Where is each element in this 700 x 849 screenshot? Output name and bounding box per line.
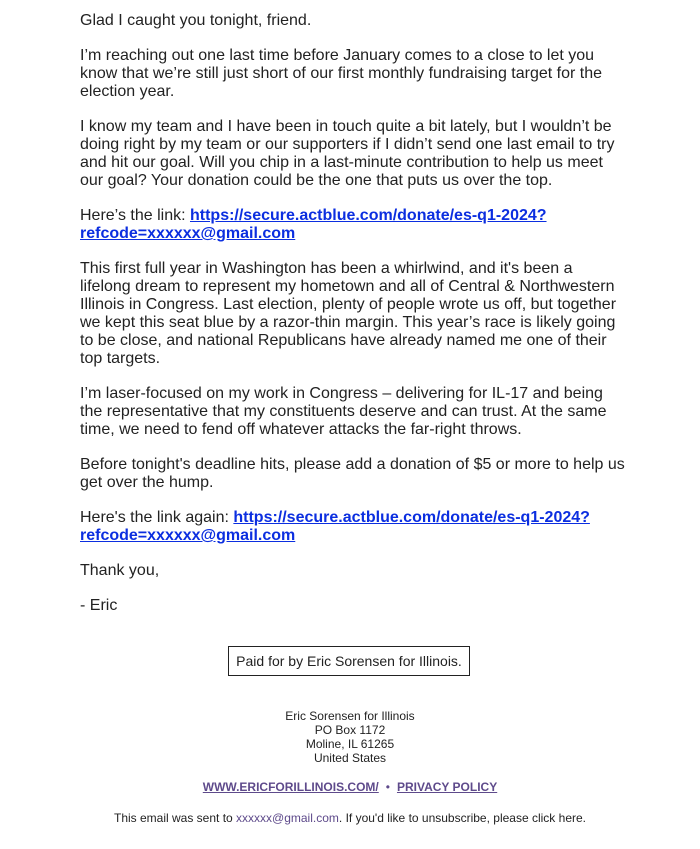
donate-link-again[interactable]: https://secure.actblue.com/donate/es-q1-2024?refcode=xxxxxx@gmail.com	[80, 509, 590, 544]
link-intro-label: Here’s the link:	[80, 207, 190, 224]
donate-link[interactable]: https://secure.actblue.com/donate/es-q1-2024?refcode=xxxxxx@gmail.com	[80, 207, 547, 242]
website-link[interactable]: WWW.ERICFORILLINOIS.COM/	[202, 780, 379, 794]
unsubscribe-notice	[0, 811, 700, 825]
address-country: United States	[313, 751, 387, 765]
mailing-address	[0, 709, 700, 765]
paragraph-goal: I know my team and I have been in touch quite a bit lately, but I wouldn’t be doing right by my team or our supporters if I didn’t send one last email to try and hit our goal. Will you chip in a last-minute contribution to help us meet our goal? Your donation could be the one that puts us over the top.	[80, 118, 615, 189]
sign-off: Thank you,	[80, 562, 160, 579]
footer-separator: •	[385, 780, 390, 794]
email-body	[80, 12, 625, 632]
address-name: Eric Sorensen for Illinois	[285, 709, 415, 723]
recipient-email-link[interactable]: xxxxxx@gmail.com	[236, 811, 339, 825]
signature: - Eric	[80, 597, 118, 614]
link-paragraph-2	[80, 509, 625, 545]
footer-links	[0, 780, 700, 794]
paragraph-washington: This first full year in Washington has been a whirlwind, and it's been a lifelong dream to represent my hometown and all of Central & Northwestern Illinois in Congress. Last election, plenty of people wrote us off, but together we kept this seat blue by a razor-thin margin. This year’s race is likely going to be close, and national Republicans have already named me one of their top targets.	[80, 260, 617, 367]
paragraph-intro: I’m reaching out one last time before January comes to a close to let you know that we’re still just short of our first monthly fundraising target for the election year.	[80, 47, 603, 100]
privacy-policy-link[interactable]: PRIVACY POLICY	[396, 780, 498, 794]
link-again-label: Here's the link again:	[80, 509, 234, 526]
address-city: Moline, IL 61265	[305, 737, 395, 751]
paragraph-congress: I’m laser-focused on my work in Congress – delivering for IL-17 and being the representative that my constituents deserve and can trust. At the same time, we need to fend off whatever attacks the far-right throws.	[80, 385, 607, 438]
unsubscribe-suffix[interactable]: . If you'd like to unsubscribe, please click here.	[338, 811, 586, 825]
paragraph-deadline: Before tonight's deadline hits, please add a donation of $5 or more to help us get over the hump.	[80, 456, 625, 491]
greeting: Glad I caught you tonight, friend.	[80, 12, 312, 29]
unsubscribe-prefix: This email was sent to	[113, 811, 237, 825]
address-po-box: PO Box 1172	[314, 723, 386, 737]
link-paragraph-1	[80, 207, 625, 243]
paid-for-disclaimer: Paid for by Eric Sorensen for Illinois.	[228, 646, 470, 676]
